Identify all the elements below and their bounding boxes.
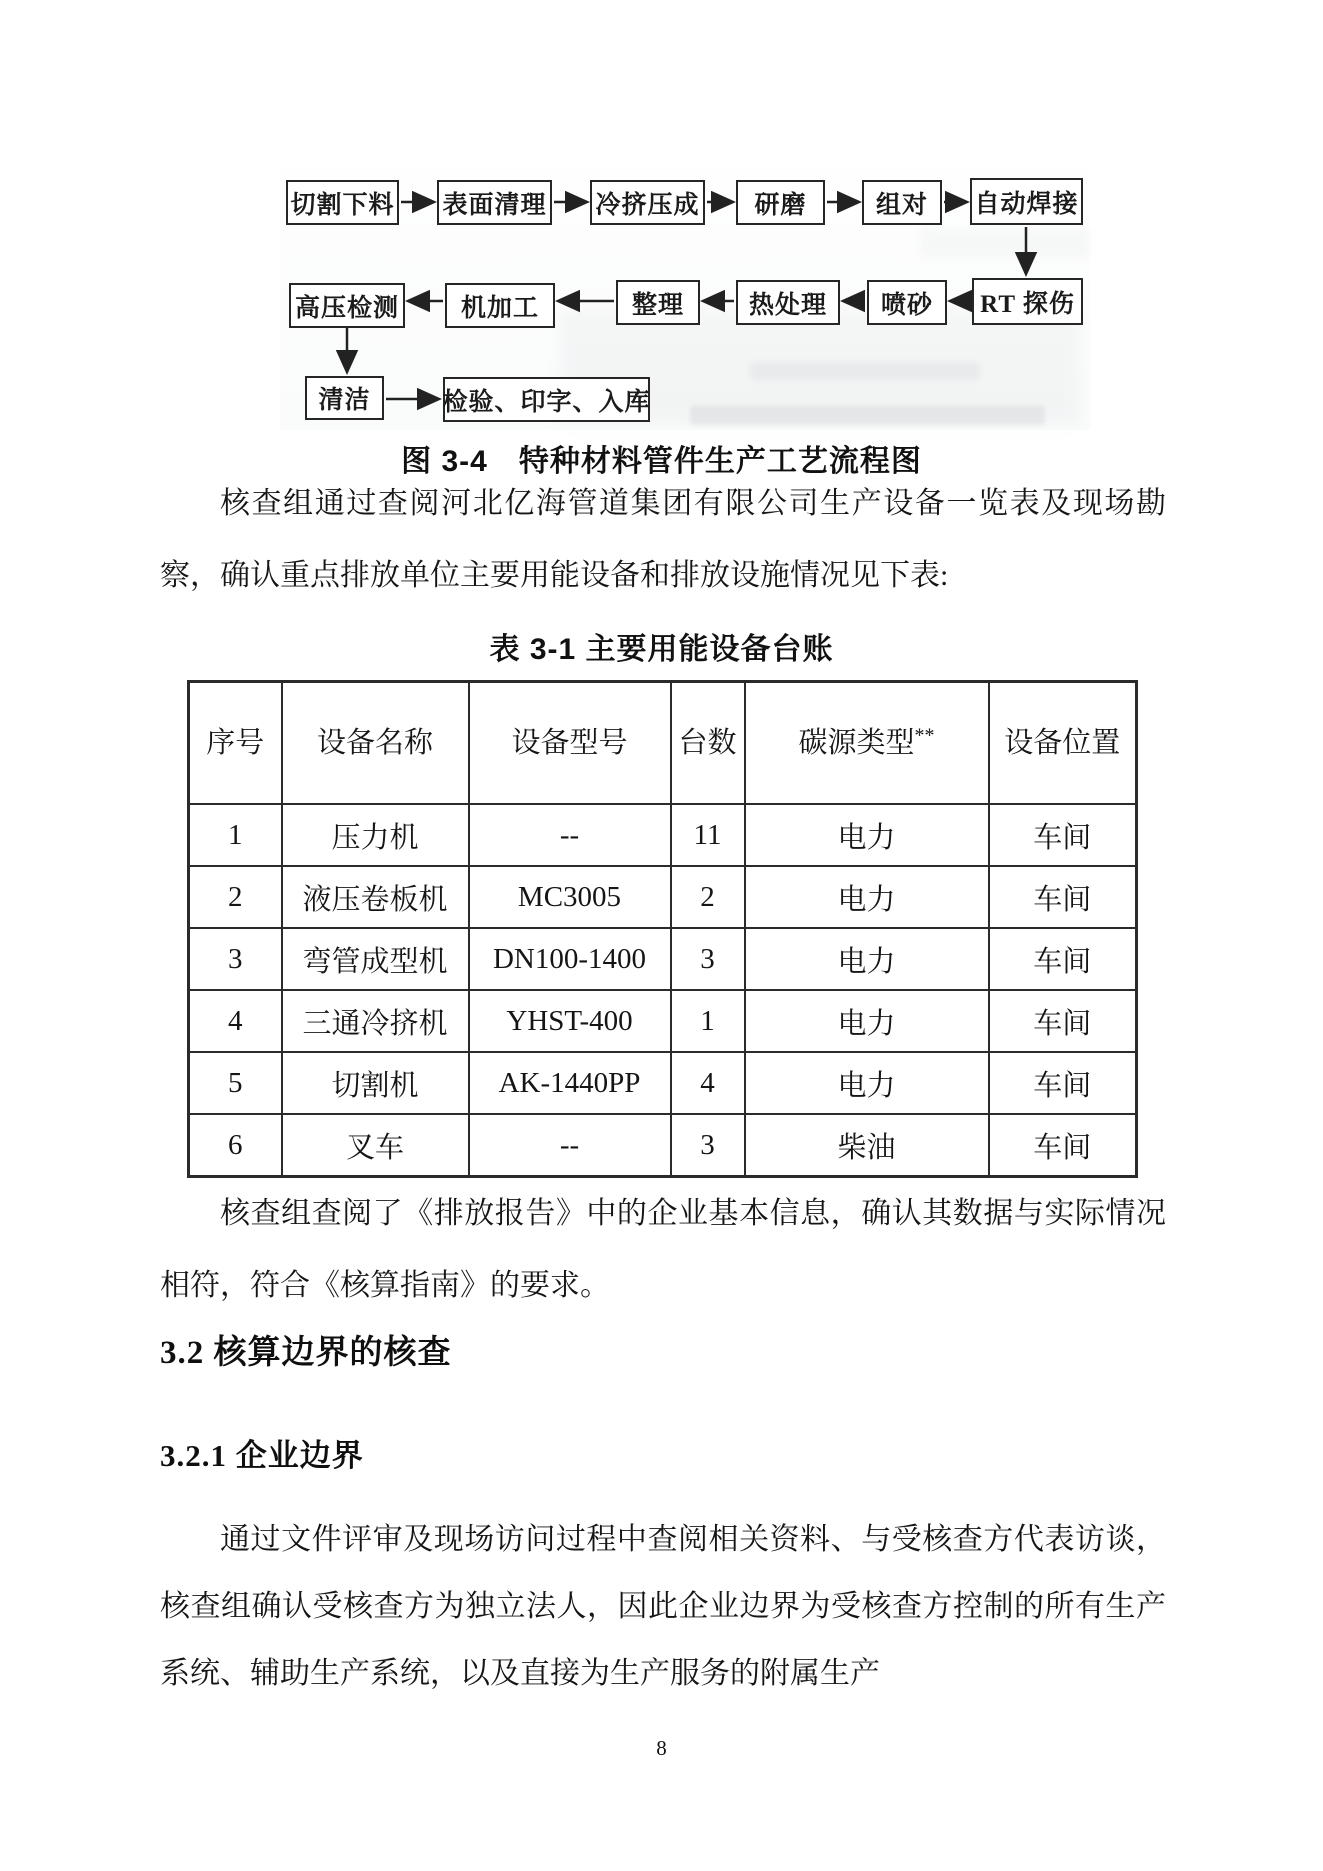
cell-count: 3: [671, 1114, 745, 1177]
cell-model: DN100-1400: [469, 928, 671, 990]
table-row: [189, 1052, 1137, 1114]
paragraph-report-review: 核查组查阅了《排放报告》中的企业基本信息，确认其数据与实际情况相符，符合《核算指南》的要求。: [160, 1197, 1166, 1302]
table-row: [189, 1114, 1137, 1177]
flow-node-inspect-mark-store: 检验、印字、入库: [443, 377, 650, 422]
cell-count: 11: [671, 804, 745, 866]
col-header-carbon-source: [745, 682, 989, 805]
flow-node-cut-blanking: 切割下料: [286, 180, 399, 225]
cell-location: 车间: [989, 1114, 1137, 1177]
flow-node-grinding: 研磨: [736, 180, 825, 225]
cell-index: 2: [189, 866, 282, 928]
cell-location: 车间: [989, 990, 1137, 1052]
page-number: 8: [656, 1736, 667, 1760]
cell-model: YHST-400: [469, 990, 671, 1052]
cell-model: --: [469, 1114, 671, 1177]
heading-section-3-2: 3.2 核算边界的核查: [160, 1335, 452, 1371]
table-title: 表 3-1 主要用能设备台账: [489, 633, 834, 666]
flow-node-hp-testing: 高压检测: [289, 283, 405, 328]
cell-name: 三通冷挤机: [282, 990, 469, 1052]
cell-model: MC3005: [469, 866, 671, 928]
flow-node-sandblasting: 喷砂: [867, 280, 947, 325]
flow-node-machining: 机加工: [445, 283, 555, 328]
table-row: [189, 928, 1137, 990]
cell-index: 4: [189, 990, 282, 1052]
cell-model: --: [469, 804, 671, 866]
table-header-row: [189, 682, 1137, 805]
cell-count: 3: [671, 928, 745, 990]
flow-node-pairing: 组对: [862, 180, 942, 225]
figure-caption: 图 3-4 特种材料管件生产工艺流程图: [401, 445, 922, 478]
cell-index: 5: [189, 1052, 282, 1114]
flow-node-tidying: 整理: [616, 280, 700, 325]
cell-name: 压力机: [282, 804, 469, 866]
cell-carbon-source: 电力: [745, 990, 989, 1052]
heading-section-3-2-1: 3.2.1 企业边界: [160, 1438, 364, 1473]
flow-node-auto-welding: 自动焊接: [970, 178, 1083, 225]
cell-index: 6: [189, 1114, 282, 1177]
col-header-carbon-source-text: 碳源类型: [798, 727, 915, 759]
cell-carbon-source: 电力: [745, 1052, 989, 1114]
flow-node-cleaning: 清洁: [305, 376, 384, 420]
flow-node-cold-extrusion: 冷挤压成: [590, 180, 705, 225]
cell-count: 2: [671, 866, 745, 928]
table-row: [189, 804, 1137, 866]
col-header-index: 序号: [189, 682, 282, 805]
cell-name: 叉车: [282, 1114, 469, 1177]
flow-node-surface-cleaning: 表面清理: [437, 180, 552, 225]
cell-model: AK-1440PP: [469, 1052, 671, 1114]
cell-location: 车间: [989, 1052, 1137, 1114]
cell-location: 车间: [989, 928, 1137, 990]
cell-carbon-source: 电力: [745, 804, 989, 866]
cell-carbon-source: 柴油: [745, 1114, 989, 1177]
cell-location: 车间: [989, 866, 1137, 928]
cell-carbon-source: 电力: [745, 928, 989, 990]
paragraph-equipment-intro: 核查组通过查阅河北亿海管道集团有限公司生产设备一览表及现场勘察，确认重点排放单位主要用能设备和排放设施情况见下表:: [160, 487, 1166, 592]
col-header-name: 设备名称: [282, 682, 469, 805]
paragraph-enterprise-boundary: 通过文件评审及现场访问过程中查阅相关资料、与受核查方代表访谈，核查组确认受核查方为独立法人，因此企业边界为受核查方控制的所有生产系统、辅助生产系统，以及直接为生产服务的附属生产: [160, 1523, 1166, 1690]
cell-name: 液压卷板机: [282, 866, 469, 928]
col-header-location: 设备位置: [989, 682, 1137, 805]
carbon-source-footnote-mark: **: [914, 724, 935, 747]
cell-name: 弯管成型机: [282, 928, 469, 990]
cell-index: 3: [189, 928, 282, 990]
cell-count: 1: [671, 990, 745, 1052]
cell-count: 4: [671, 1052, 745, 1114]
flow-node-rt-inspection: RT 探伤: [972, 278, 1083, 325]
production-process-flowchart: [280, 170, 1090, 430]
cell-index: 1: [189, 804, 282, 866]
cell-carbon-source: 电力: [745, 866, 989, 928]
col-header-count: 台数: [671, 682, 745, 805]
table-row: [189, 866, 1137, 928]
cell-location: 车间: [989, 804, 1137, 866]
col-header-model: 设备型号: [469, 682, 671, 805]
flow-node-heat-treatment: 热处理: [736, 280, 840, 325]
cell-name: 切割机: [282, 1052, 469, 1114]
table-row: [189, 990, 1137, 1052]
equipment-table: [187, 680, 1138, 1178]
